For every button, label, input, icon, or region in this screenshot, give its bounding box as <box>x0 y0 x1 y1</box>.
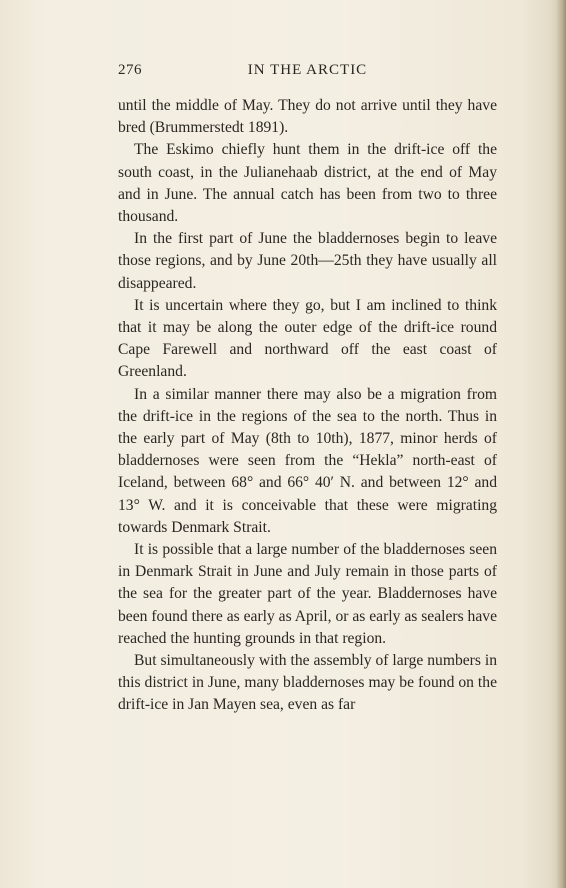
paragraph: But simultaneously with the assembly of large numbers in this district in June, many bladdernoses may be found on the drift-ice in Jan Mayen sea, even as far <box>118 652 497 714</box>
paragraph: It is possible that a large number of the bladdernoses seen in Denmark Strait in June and July remain in those parts of the sea for the greater part of the year. Bladdernoses have been found there as early as April, or as early as sealers have reached the hunting grounds in that region. <box>118 541 497 647</box>
body-text <box>118 95 497 717</box>
paragraph: until the middle of May. They do not arrive until they have bred (Brummerstedt 1891). <box>118 97 497 137</box>
page-header <box>118 62 497 84</box>
page-number: 276 <box>118 62 142 78</box>
running-head: IN THE ARCTIC <box>247 62 368 78</box>
paragraph: It is uncertain where they go, but I am inclined to think that it may be along the outer edge of the drift-ice round Cape Farewell and northward off the east coast of Greenland. <box>118 296 497 381</box>
page-edge-shadow <box>556 0 566 888</box>
paragraph: The Eskimo chiefly hunt them in the drift-ice off the south coast, in the Julianehaab district, at the end of May and in June. The annual catch has been from two to three thousand. <box>118 141 497 226</box>
paragraph: In the first part of June the bladdernoses begin to leave those regions, and by June 20th—25th they have usually all disappeared. <box>118 230 497 292</box>
paragraph: In a similar manner there may also be a migration from the drift-ice in the regions of the sea to the north. Thus in the early part of May (8th to 10th), 1877, minor herds of bladdernoses were seen from the “Hekla” north-east of Iceland, between 68° and 66° 40′ N. and between 12° and 13° W. and it is conceivable that these were migrating towards Denmark Strait. <box>118 385 497 536</box>
